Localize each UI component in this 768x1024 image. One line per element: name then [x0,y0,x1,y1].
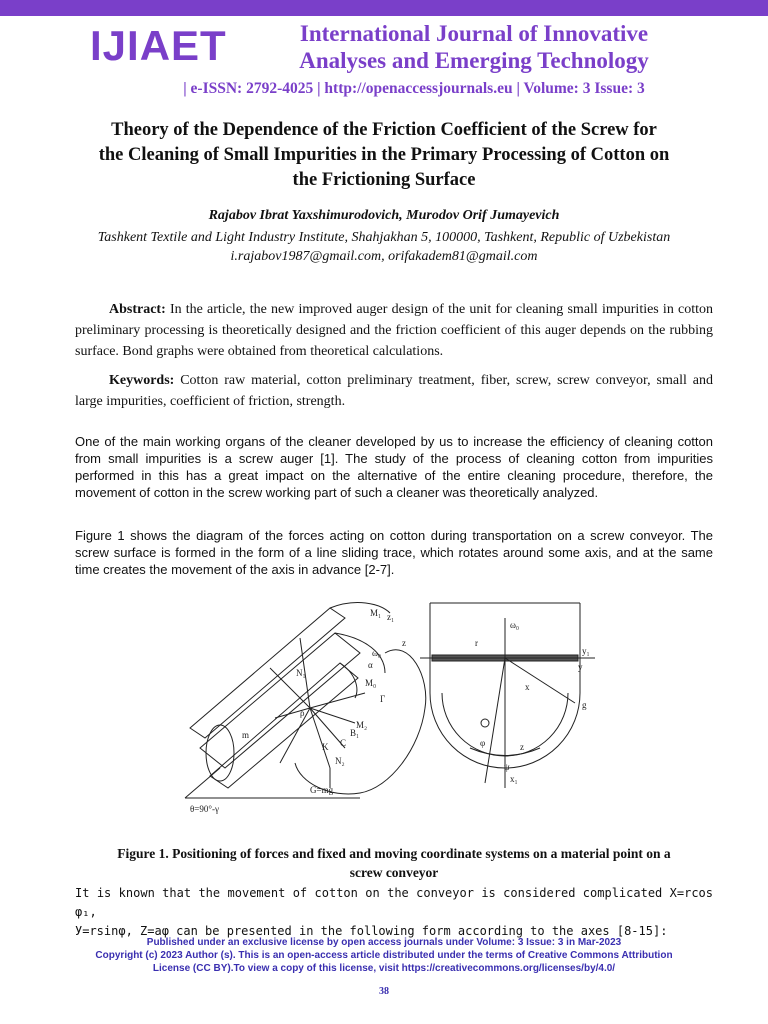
keywords-label: Keywords: [109,373,175,388]
keywords-text: Cotton raw material, cotton preliminary treatment, fiber, screw, screw conveyor, small and large impurities, coefficient of friction, strength. [75,373,713,409]
label-r: r [475,638,478,648]
page-number: 38 [379,986,389,997]
affiliation: Tashkent Textile and Light Industry Institute, Shahjakhan 5, 100000, Tashkent, Republic of Uzbekistan [97,230,671,245]
paragraph-3 [75,884,713,941]
paper-title [60,118,708,193]
label-m: m [242,730,250,740]
screw-diagram-left [185,603,426,798]
author-emails: i.rajabov1987@gmail.com, orifakadem81@gmail.com [230,249,538,264]
figure-caption-line-1: Figure 1. Positioning of forces and fixed and moving coordinate systems on a material point on a [117,846,671,861]
label-alpha: α [368,660,373,670]
label-p: ρ [300,708,305,718]
label-gamma: Γ [380,694,386,704]
label-n2: N₂ [335,756,345,766]
footer-line-2: Copyright (c) 2023 Author (s). This is an open-access article distributed under the terms of Creative Commons Attribution [95,950,673,961]
label-z1: z₁ [387,612,395,622]
label-z-right: z [520,742,524,752]
label-x1: x₁ [510,774,518,784]
paragraph-2: Figure 1 shows the diagram of the forces acting on cotton during transportation on a screw conveyor. The screw surface is formed in the form of a line sliding trace, which rotates around some axis, and at the same time creates the movement of the axis in advance [2-7]. [75,528,713,577]
top-color-bar [0,0,768,16]
material-point [481,719,489,727]
abstract-label: Abstract: [109,302,166,317]
footer-line-3[interactable]: License (CC BY).To view a copy of this license, visit https://creativecommons.org/licenses/by/4.0/ [152,963,616,974]
screw-tube-outer [190,608,345,738]
label-b1: B₁ [350,728,360,738]
label-theta: θ=90°-γ [190,804,219,814]
figure-caption [75,844,713,882]
figure-labels [190,608,590,814]
paper-title-line-2: the Cleaning of Small Impurities in the Primary Processing of Cotton on [98,145,670,165]
paper-title-line-3: the Frictioning Surface [292,170,476,190]
footer-line-1: Published under an exclusive license by open access journals under Volume: 3 Issue: 3 in Mar-2023 [146,937,622,948]
label-y: y [578,662,583,672]
journal-title-line-2: Analyses and Emerging Technology [299,48,649,73]
label-k: K [322,742,329,752]
journal-title-line-1: International Journal of Innovative [299,21,649,46]
label-mo: M₀ [365,678,377,688]
authors: Rajabov Ibrat Yaxshimurodovich, Murodov Orif Jumayevich [208,208,560,223]
keywords [75,370,713,412]
label-m2: M₂ [356,720,368,730]
tube-end-ellipse [206,725,234,781]
label-omega-right: ω₀ [510,620,520,630]
journal-logo: IJIAET [90,22,227,69]
label-c: C [340,738,347,748]
label-psi: ψ [504,762,510,772]
abstract-text: In the article, the new improved auger design of the unit for cleaning small impurities in cotton preliminary processing is theoretically designed and the friction coefficient of this auger depends on the rubbing surface. Bond graphs were obtained from theoretical calculations. [75,302,713,359]
journal-title [264,20,684,74]
issn-line: | e-ISSN: 2792-4025 | http://openaccessjournals.eu | Volume: 3 Issue: 3 [183,80,645,97]
axis-g [505,658,575,703]
paper-title-line-1: Theory of the Dependence of the Friction Coefficient of the Screw for [111,120,657,140]
screw-diagram-right [420,603,595,788]
label-y1: y₁ [582,646,590,656]
figure-caption-line-2: screw conveyor [349,865,439,880]
license-footer [0,936,768,975]
label-z: z [402,638,406,648]
abstract [75,299,713,362]
label-n1: N₁ [296,668,306,678]
label-x: x [525,682,530,692]
paragraph-1: One of the main working organs of the cleaner developed by us to increase the efficiency of cleaning cotton from small impurities is a screw auger [1]. The study of the process of cleaning cotton from impurities performed in this has a great impact on the alternative of the entire cleaning procedure, therefore, the movement of cotton in the screw working part of such a cleaner was theoretically analyzed. [75,434,713,500]
label-g-left: G=mg [310,785,334,795]
label-g-right: g [582,700,587,710]
paragraph-3-line-2: У=rsinφ, Z=aφ can be presented in the following form according to the axes [8-15]: [75,924,668,938]
paragraph-3-line-1: It is known that the movement of cotton on the conveyor is considered complicated X=rcos φ₁, [75,886,713,919]
label-phi: φ [480,738,486,748]
label-m1: M₁ [370,608,382,618]
figure-1-diagram [180,598,600,816]
label-omega-left: ω₀ [372,648,382,658]
